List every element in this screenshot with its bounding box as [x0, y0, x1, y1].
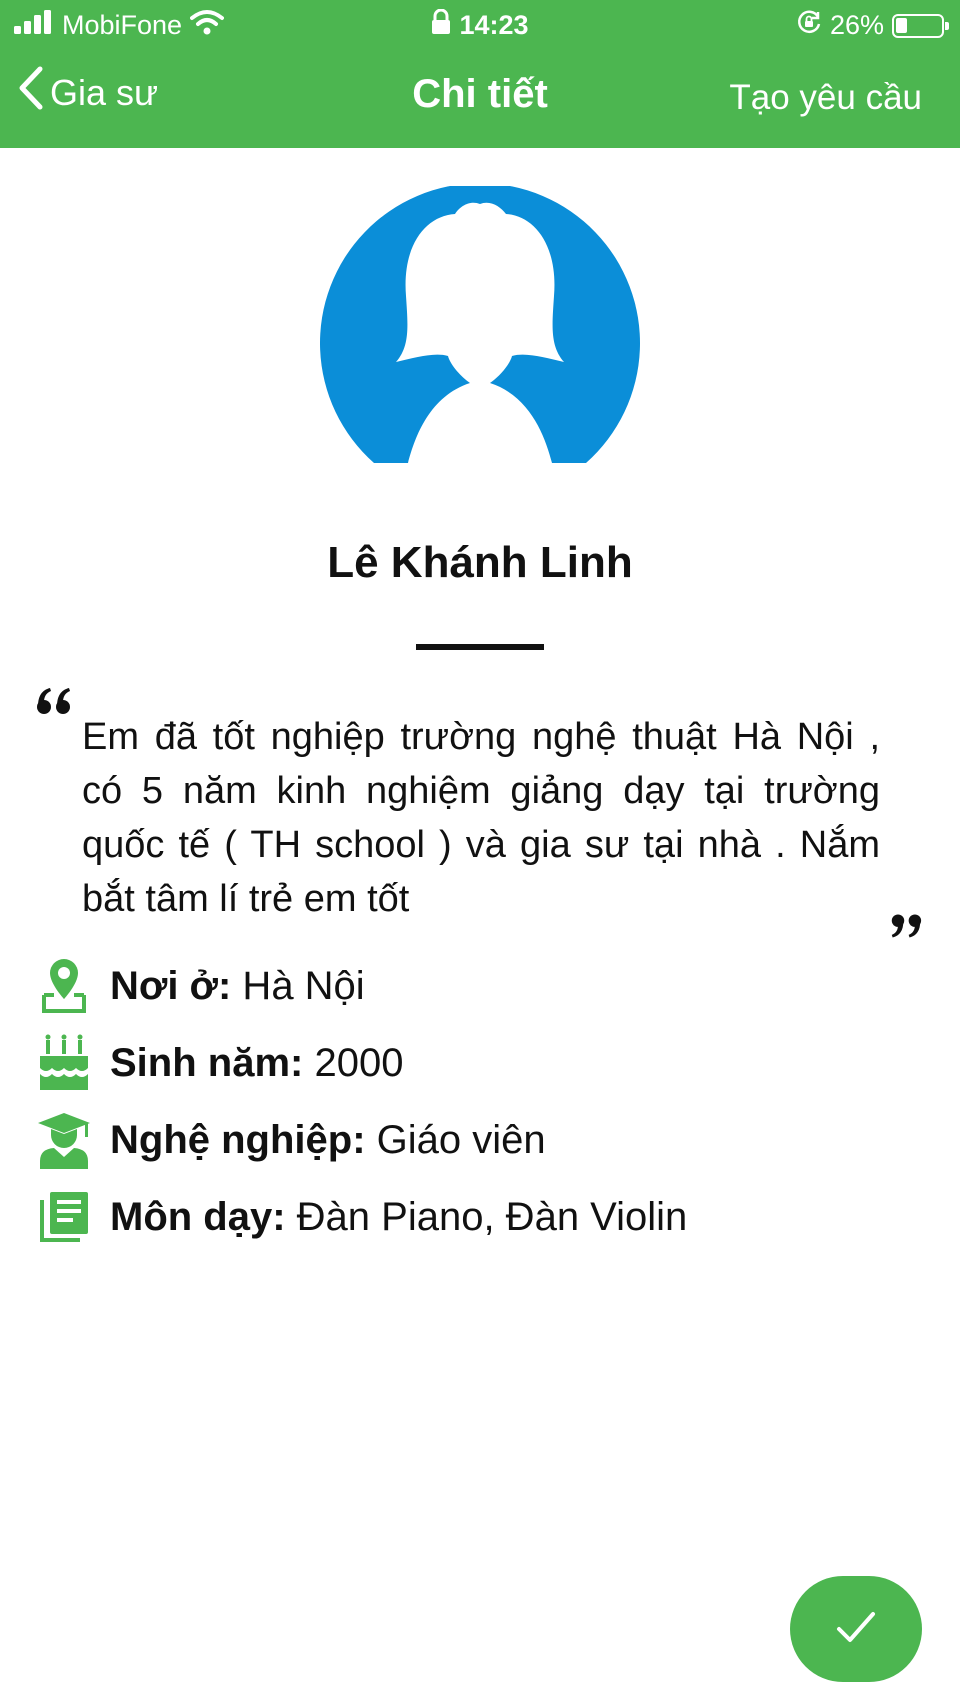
- detail-row-residence: [36, 955, 896, 1017]
- detail-label: Môn dạy:: [110, 1194, 286, 1239]
- detail-label: Nghệ nghiệp:: [110, 1117, 366, 1162]
- battery-percent: 26%: [829, 10, 884, 40]
- checkmark-icon: [834, 1607, 878, 1652]
- subjects-book-icon: [36, 1188, 92, 1246]
- confirm-button[interactable]: [790, 1576, 922, 1682]
- birthday-cake-icon: [36, 1034, 92, 1092]
- detail-row-birth-year: [36, 1032, 896, 1094]
- avatar: [320, 186, 640, 466]
- chevron-left-icon: [18, 66, 44, 119]
- lock-icon: [431, 9, 451, 42]
- detail-label: Sinh năm:: [110, 1040, 304, 1085]
- detail-label: Nơi ở:: [110, 963, 232, 1008]
- detail-row-occupation: [36, 1109, 896, 1171]
- battery-icon: [892, 14, 944, 38]
- rotation-lock-icon: [796, 9, 822, 42]
- page-title: Chi tiết: [412, 72, 548, 116]
- status-time: 14:23: [459, 10, 529, 40]
- divider: [416, 644, 544, 650]
- top-bar: [0, 0, 960, 148]
- detail-value: Hà Nội: [231, 963, 365, 1008]
- status-bar: [0, 0, 960, 50]
- back-button[interactable]: [18, 66, 158, 119]
- navigation-bar: [0, 50, 960, 148]
- detail-value: Giáo viên: [365, 1117, 546, 1162]
- quote-open-icon: [36, 686, 72, 716]
- tutor-name: Lê Khánh Linh: [327, 538, 633, 587]
- quote-close-icon: [890, 912, 922, 940]
- carrier-name: MobiFone: [62, 10, 183, 40]
- back-button-label: Gia sư: [50, 71, 159, 113]
- status-right: [796, 9, 944, 42]
- graduate-icon: [36, 1111, 92, 1169]
- detail-value: Đàn Piano, Đàn Violin: [285, 1194, 688, 1239]
- detail-value: 2000: [303, 1040, 404, 1085]
- location-pin-icon: [36, 957, 92, 1015]
- create-request-button[interactable]: Tạo yêu cầu: [729, 78, 922, 117]
- detail-row-subjects: [36, 1186, 896, 1248]
- bio-text: Em đã tốt nghiệp trường nghệ thuật Hà Nội , có 5 năm kinh nghiệm giảng dạy tại trường quốc tế ( TH school ) và gia sư tại nhà . Nắm bắt tâm lí trẻ em tốt: [82, 716, 880, 920]
